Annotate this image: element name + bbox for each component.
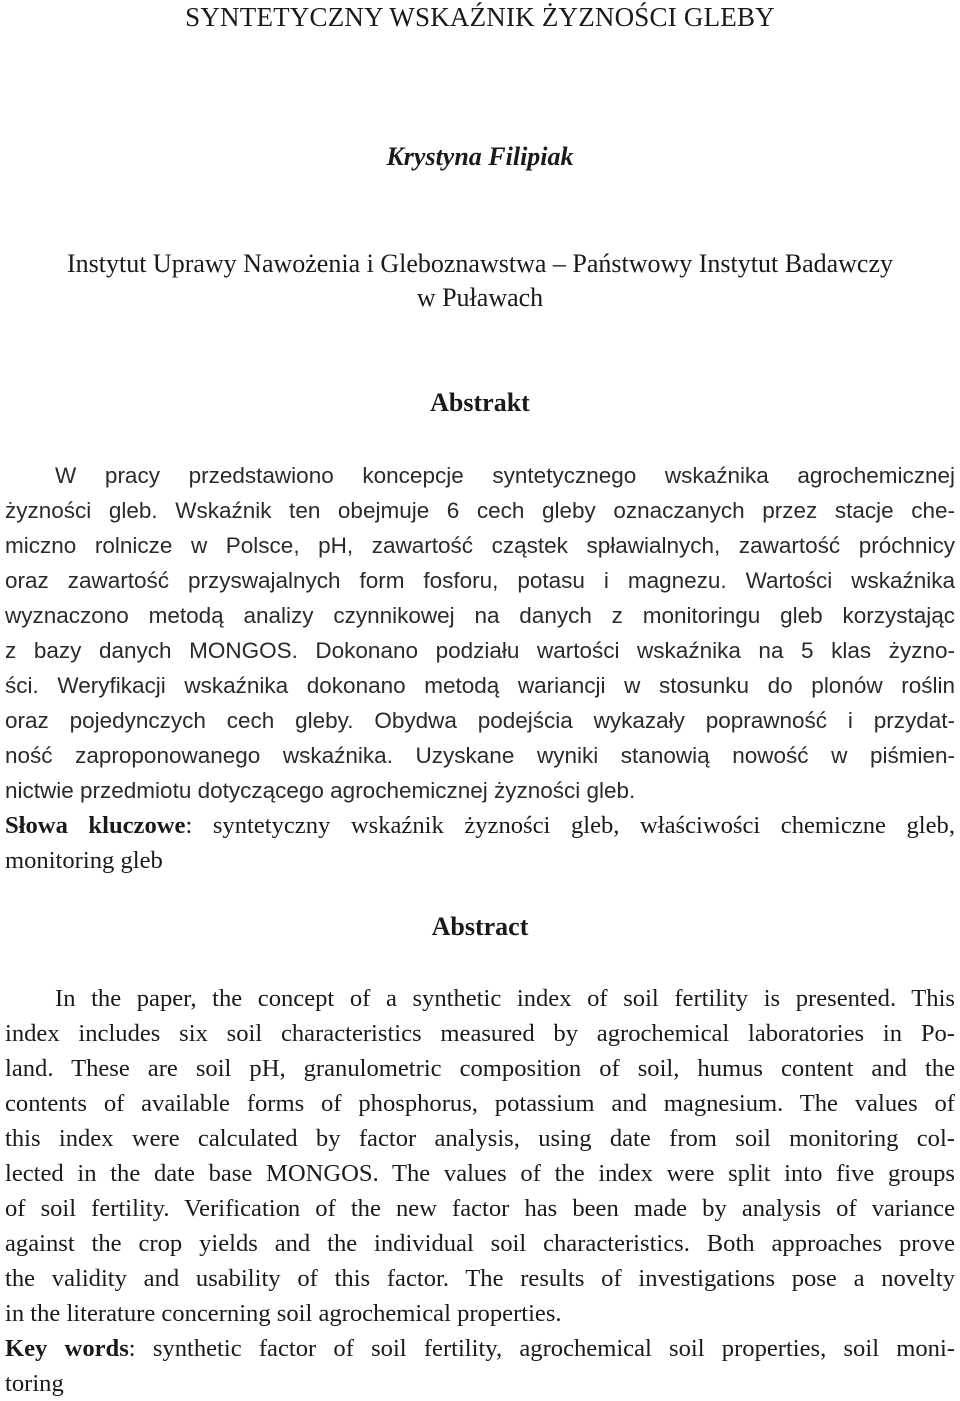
keywords-pl-line-2: monitoring gleb — [5, 847, 163, 874]
abstract-pl-line: wyznaczono metodą analizy czynnikowej na danych z monitoringu gleb korzystając — [5, 603, 955, 628]
abstract-pl-line: oraz zawartość przyswajalnych form fosforu, potasu i magnezu. Wartości wskaźnika — [5, 568, 955, 593]
abstract-en-line: index includes six soil characteristics measured by agrochemical laboratories in Po- — [5, 1020, 955, 1047]
abstract-en-line: against the crop yields and the individual soil characteristics. Both approaches prove — [5, 1230, 955, 1257]
abstract-pl-line: żyzności gleb. Wskaźnik ten obejmuje 6 cech gleby oznaczanych przez stacje che- — [5, 498, 955, 523]
abstract-pl-line: z bazy danych MONGOS. Dokonano podziału wartości wskaźnika na 5 klas żyzno- — [5, 638, 955, 663]
abstract-en-line: land. These are soil pH, granulometric composition of soil, humus content and the — [5, 1055, 955, 1082]
affiliation — [0, 247, 960, 315]
abstract-pl-line: oraz pojedynczych cech gleby. Obydwa podejścia wykazały poprawność i przydat- — [5, 708, 955, 733]
keywords-en-label: Key words — [5, 1335, 129, 1362]
abstract-pl-line: W pracy przedstawiono koncepcje syntetycznego wskaźnika agrochemicznej — [55, 463, 955, 488]
abstract-en-line: In the paper, the concept of a synthetic index of soil fertility is presented. This — [55, 985, 955, 1012]
abstract-pl-body — [5, 458, 955, 878]
keywords-en-line-2: toring — [5, 1370, 64, 1397]
keywords-pl-text: : syntetyczny wskaźnik żyzności gleb, właściwości chemiczne gleb, — [185, 812, 955, 839]
abstract-en-line: in the literature concerning soil agrochemical properties. — [5, 1300, 562, 1327]
abstract-en-line: this index were calculated by factor analysis, using date from soil monitoring col- — [5, 1125, 955, 1152]
abstract-en-body — [5, 981, 955, 1401]
abstract-en-line: contents of available forms of phosphorus, potassium and magnesium. The values of — [5, 1090, 955, 1117]
abstract-pl-line: ści. Weryfikacji wskaźnika dokonano metodą wariancji w stosunku do plonów roślin — [5, 673, 955, 698]
abstract-en-heading: Abstract — [431, 912, 529, 941]
abstract-pl-line: ność zaproponowanego wskaźnika. Uzyskane wyniki stanowią nowość w piśmien- — [5, 743, 955, 768]
author-name: Krystyna Filipiak — [386, 142, 574, 171]
abstract-en-line: of soil fertility. Verification of the new factor has been made by analysis of variance — [5, 1195, 955, 1222]
keywords-en-text: : synthetic factor of soil fertility, agrochemical soil properties, soil moni- — [128, 1335, 955, 1362]
keywords-en-line-1 — [5, 1331, 955, 1366]
affiliation-line-2: w Puławach — [416, 283, 544, 312]
abstract-pl-line: miczno rolnicze w Polsce, pH, zawartość cząstek spławialnych, zawartość próchnicy — [5, 533, 955, 558]
abstract-pl-heading: Abstrakt — [430, 388, 530, 417]
abstract-en-line: lected in the date base MONGOS. The values of the index were split into five groups — [5, 1160, 955, 1187]
affiliation-line-1: Instytut Uprawy Nawożenia i Gleboznawstwa – Państwowy Instytut Badawczy — [66, 249, 894, 278]
keywords-pl-line-1 — [5, 808, 955, 843]
abstract-en-line: the validity and usability of this factor. The results of investigations pose a novelty — [5, 1265, 955, 1292]
document-title: SYNTETYCZNY WSKAŹNIK ŻYZNOŚCI GLEBY — [185, 2, 775, 32]
abstract-pl-line: nictwie przedmiotu dotyczącego agrochemicznej żyzności gleb. — [5, 778, 636, 803]
keywords-pl-label: Słowa kluczowe — [5, 812, 186, 839]
